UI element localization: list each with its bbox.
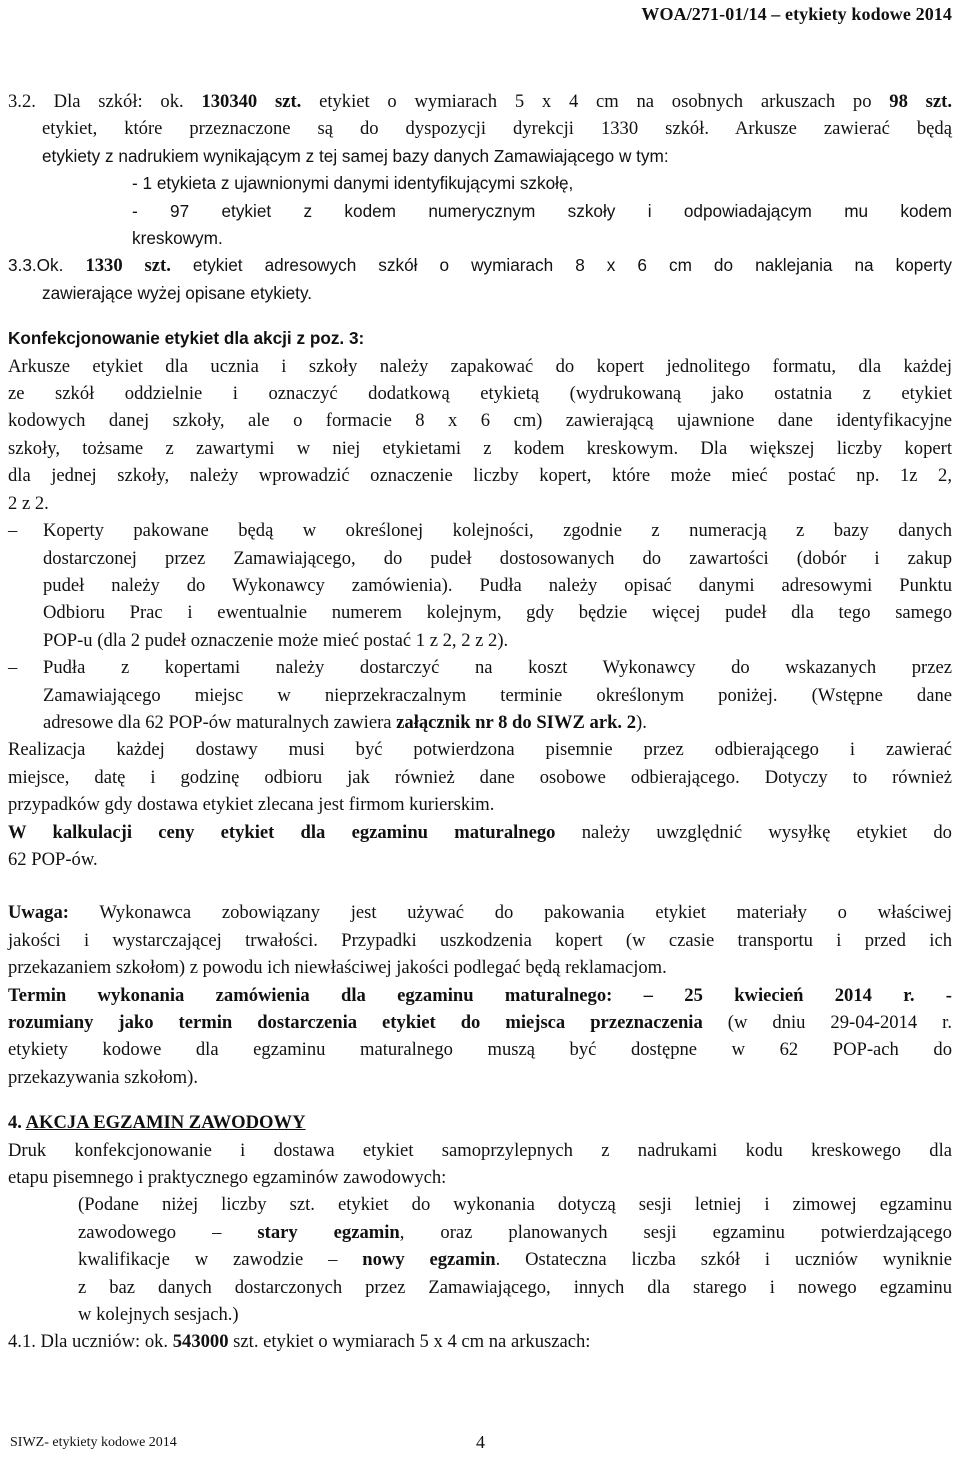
text: , oraz planowanych sesji egzaminu potwierdzającego <box>399 1221 952 1243</box>
document-body <box>8 88 952 1356</box>
section-3-2-line-1 <box>8 88 952 115</box>
section-3-2-line-4: - 1 etykieta z ujawnionymi danymi identyfikującymi szkołę, <box>132 173 574 194</box>
text: (w dniu 29-04-2014 r. <box>702 1012 952 1033</box>
bold-text: 98 szt. <box>889 91 952 112</box>
section-4-heading <box>8 1109 952 1136</box>
bullet-1-line-2: dostarczonej przez Zamawiającego, do pudeł dostosowanych do zawartości (dobór i zakup <box>43 547 952 569</box>
bullet-2-line-2: Zamawiającego miejsc w nieprzekraczalnym terminie określonym poniżej. (Wstępne dane <box>43 684 952 706</box>
termin-line-3: etykiety kodowe dla egzaminu maturalnego muszą być dostępne w 62 POP-ach do <box>8 1039 952 1061</box>
konf-p3-line-1 <box>8 819 952 846</box>
text: 3.2. Dla szkół: ok. <box>8 91 202 112</box>
text: 3.3.Ok. <box>8 255 86 276</box>
section-4-line-2: etapu pisemnego i praktycznego egzaminów zawodowych: <box>8 1167 447 1189</box>
section-title: AKCJA EGZAMIN ZAWODOWY <box>25 1112 306 1134</box>
bold-text: W kalkulacji ceny etykiet dla egzaminu maturalnego <box>8 821 556 843</box>
text: Wykonawca zobowiązany jest używać do pakowania etykiet materiały o właściwej <box>68 902 952 924</box>
bullet-1-line-4: Odbioru Prac i ewentualnie numerem kolejnym, gdy będzie więcej pudeł dla tego samego <box>43 602 952 624</box>
section-3-2-line-3: etykiety z nadrukiem wynikającym z tej samej bazy danych Zamawiającego w tym: <box>42 145 669 166</box>
text: . Ostateczna liczba szkół i uczniów wyniknie <box>495 1249 953 1271</box>
bullet-1-line-3: pudeł należy do Wykonawcy zamówienia). Pudła należy opisać danymi adresowymi Punktu <box>43 574 952 596</box>
section-4-line-1: Druk konfekcjonowanie i dostawa etykiet samoprzylepnych z nadrukami kodu kreskowego dla <box>8 1139 952 1161</box>
uwaga-line-3: przekazaniem szkołom) z powodu ich niewłaściwej jakości podlegać będą reklamacjom. <box>8 957 667 979</box>
konf-p2-line-2: miejsce, datę i godzinę odbioru jak również dane osobowe odbierającego. Dotyczy to również <box>8 766 952 788</box>
bold-text: 543000 <box>172 1331 229 1353</box>
konf-p1-line-1: Arkusze etykiet dla ucznia i szkoły należy zapakować do kopert jednolitego formatu, dla każdej <box>8 355 952 377</box>
konf-p1-line-5: dla jednej szkoły, należy wprowadzić oznaczenie liczby kopert, które może mieć postać np. 1z 2, <box>8 465 952 487</box>
bold-text: stary egzamin <box>257 1221 400 1243</box>
bullet-2-line-3 <box>8 709 952 736</box>
konf-p3-line-2: 62 POP-ów. <box>8 848 98 870</box>
text: szt. etykiet o wymiarach 5 x 4 cm na arkuszach: <box>228 1331 591 1353</box>
page-header: WOA/271-01/14 – etykiety kodowe 2014 <box>641 4 952 24</box>
bullet-item-2 <box>8 654 952 736</box>
text: należy uwzględnić wysyłkę etykiet do <box>555 821 952 843</box>
konf-p1-line-3: kodowych danej szkoły, ale o formacie 8 x 6 cm) zawierającą ujawnione dane identyfikacyjne <box>8 410 952 432</box>
bold-text: 130340 szt. <box>201 91 302 112</box>
text: kwalifikacje w zawodzie – <box>78 1249 363 1271</box>
uwaga-line-1 <box>8 899 952 926</box>
note-line-3 <box>8 1246 952 1273</box>
attachment-reference: załącznik nr 8 do SIWZ ark. 2 <box>396 711 637 733</box>
konf-p1-line-4: szkoły, tożsame z zawartymi w niej etykietami z kodem kreskowym. Dla większej liczby kopert <box>8 437 952 459</box>
bold-text: nowy egzamin <box>362 1249 496 1271</box>
bold-text: rozumiany jako termin dostarczenia etykiet do miejsca przeznaczenia <box>8 1012 703 1033</box>
page-number: 4 <box>476 1432 485 1452</box>
bullet-2-line-1: Pudła z kopertami należy dostarczyć na koszt Wykonawcy do wskazanych przez <box>43 657 952 679</box>
bullet-1-line-1: Koperty pakowane będą w określonej kolejności, zgodnie z numeracją z bazy danych <box>43 520 952 542</box>
section-number: 4. <box>8 1112 26 1134</box>
text: zawodowego – <box>78 1221 258 1243</box>
text: 4.1. Dla uczniów: ok. <box>8 1331 173 1353</box>
section-3-2-line-5: - 97 etykiet z kodem numerycznym szkoły i odpowiadającym mu kodem <box>132 200 952 221</box>
dash-bullet-icon: – <box>8 520 18 542</box>
section-3-2-line-6: kreskowym. <box>132 228 223 249</box>
note-line-4: z baz danych dostarczonych przez Zamawiającego, innych dla starego i nowego egzaminu <box>78 1276 952 1298</box>
footer-title: SIWZ- etykiety kodowe 2014 <box>10 1435 177 1450</box>
note-line-1: (Podane niżej liczby szt. etykiet do wykonania dotyczą sesji letniej i zimowej egzaminu <box>78 1194 952 1216</box>
konfekcjonowanie-heading: Konfekcjonowanie etykiet dla akcji z poz. 3: <box>8 328 365 349</box>
note-line-2 <box>8 1219 952 1246</box>
dash-bullet-icon: – <box>8 657 18 679</box>
text: etykiet adresowych szkół o wymiarach 8 x 6 cm do naklejania na koperty <box>170 255 952 276</box>
text: ). <box>636 711 647 733</box>
uwaga-line-2: jakości i wystarczającej trwałości. Przypadki uszkodzenia kopert (w czasie transportu i przed ich <box>8 929 952 951</box>
termin-line-4: przekazywania szkołom). <box>8 1066 198 1088</box>
konf-p1-line-2: ze szkół oddzielnie i oznaczyć dodatkową etykietą (wydrukowaną jako ostatnia z etykiet <box>8 383 952 405</box>
section-3-3-line-1 <box>8 252 952 279</box>
section-3-3-line-2: zawierające wyżej opisane etykiety. <box>42 282 313 303</box>
termin-line-2 <box>8 1009 952 1036</box>
konf-p2-line-1: Realizacja każdej dostawy musi być potwierdzona pisemnie przez odbierającego i zawierać <box>8 739 952 761</box>
text: adresowe dla 62 POP-ów maturalnych zawiera <box>43 711 397 733</box>
konf-p2-line-3: przypadków gdy dostawa etykiet zlecana jest firmom kurierskim. <box>8 794 495 816</box>
bullet-1-line-5: POP-u (dla 2 pudeł oznaczenie może mieć postać 1 z 2, 2 z 2). <box>43 629 509 651</box>
section-4-1-line <box>8 1328 952 1355</box>
spacer <box>8 307 952 325</box>
page-footer <box>10 1432 950 1452</box>
termin-line-1: Termin wykonania zamówienia dla egzaminu maturalnego: – 25 kwiecień 2014 r. - <box>8 984 952 1006</box>
note-line-5: w kolejnych sesjach.) <box>78 1304 239 1326</box>
section-3-2-line-2: etykiet, które przeznaczone są do dyspozycji dyrekcji 1330 szkół. Arkusze zawierać będą <box>42 118 952 140</box>
spacer <box>8 1091 952 1109</box>
text: etykiet o wymiarach 5 x 4 cm na osobnych arkuszach po <box>301 91 890 112</box>
bullet-item-1 <box>8 517 952 654</box>
uwaga-label: Uwaga: <box>8 902 69 924</box>
konf-p1-line-6: 2 z 2. <box>8 492 49 514</box>
bold-text: 1330 szt. <box>85 255 171 277</box>
spacer <box>8 873 952 899</box>
